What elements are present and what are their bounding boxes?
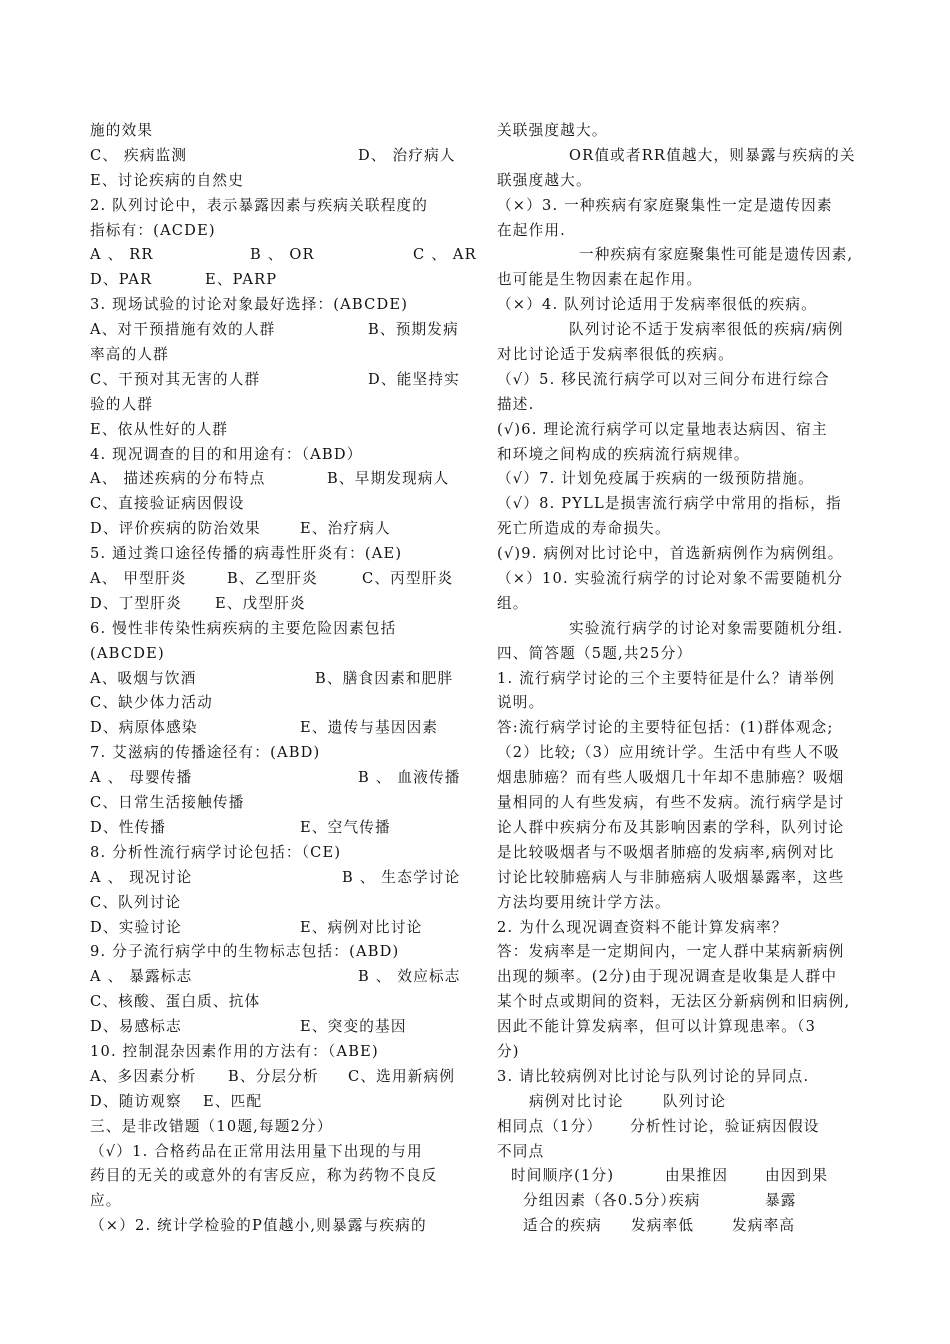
text-segment: C、选用新病例: [348, 1067, 456, 1085]
text-line: [90, 1090, 465, 1115]
text-segment: E、讨论疾病的自然史: [90, 171, 244, 189]
text-segment: D、易感标志: [90, 1018, 182, 1036]
text-segment: A、 描述疾病的分布特点: [90, 470, 266, 488]
text-segment: 实验流行病学的讨论对象需要随机分组.: [569, 619, 844, 637]
text-line: [497, 592, 872, 617]
text-line: [90, 467, 465, 492]
text-segment: 讨论比较肺癌病人与非肺癌病人吸烟暴露率，这些: [497, 868, 845, 886]
text-line: [90, 343, 465, 368]
text-segment: D、随访观察: [90, 1092, 182, 1110]
text-segment: 烟患肺癌？而有些人吸烟几十年却不患肺癌？吸烟: [497, 769, 845, 787]
text-segment: B 、 血液传播: [358, 769, 461, 787]
text-segment: B、乙型肝炎: [227, 570, 318, 588]
text-line: [90, 1214, 465, 1239]
text-line: [90, 393, 465, 418]
text-line: [90, 741, 465, 766]
text-segment: （×）10. 实验流行病学的讨论对象不需要随机分: [497, 570, 844, 588]
text-segment: B 、 生态学讨论: [342, 868, 461, 886]
text-segment: C、日常生活接触传播: [90, 794, 245, 812]
text-segment: E、突变的基因: [300, 1018, 407, 1036]
text-line: [497, 1115, 872, 1140]
text-segment: 2. 为什么现况调查资料不能计算发病率？: [497, 918, 788, 936]
text-segment: 也可能是生物因素在起作用。: [497, 271, 703, 289]
text-segment: E、戊型肝炎: [215, 594, 306, 612]
text-segment: C、缺少体力活动: [90, 694, 213, 712]
text-segment: （√）5. 移民流行病学可以对三间分布进行综合: [497, 370, 830, 388]
text-line: [497, 1214, 872, 1239]
text-line: [497, 617, 872, 642]
text-segment: E、匹配: [203, 1092, 263, 1110]
text-segment: 和环境之间构成的疾病流行病规律。: [497, 445, 750, 463]
text-segment: A、对干预措施有效的人群: [90, 321, 276, 339]
text-line: [497, 144, 872, 169]
text-line: [90, 1065, 465, 1090]
text-segment: OR值或者RR值越大，则暴露与疾病的关: [569, 146, 856, 164]
text-segment: E、PARP: [205, 271, 278, 289]
text-line: [90, 642, 465, 667]
text-line: [497, 492, 872, 517]
text-segment: 组。: [497, 594, 529, 612]
text-segment: 分): [497, 1042, 520, 1060]
text-line: [497, 891, 872, 916]
text-segment: 10. 控制混杂因素作用的方法有：（ABE): [90, 1042, 379, 1060]
text-line: [497, 816, 872, 841]
text-segment: 描述.: [497, 395, 535, 413]
text-line: [497, 691, 872, 716]
text-segment: B、分层分析: [228, 1067, 319, 1085]
text-line: [497, 343, 872, 368]
text-line: [497, 990, 872, 1015]
text-line: [90, 990, 465, 1015]
text-line: [497, 1189, 872, 1214]
text-segment: B、预期发病: [368, 321, 459, 339]
text-line: [90, 965, 465, 990]
text-line: [497, 517, 872, 542]
text-line: [497, 1140, 872, 1165]
text-segment: D、PAR: [90, 271, 153, 289]
text-line: [497, 119, 872, 144]
text-line: [497, 1164, 872, 1189]
text-segment: 方法均要用统计学方法。: [497, 893, 671, 911]
text-line: [90, 318, 465, 343]
text-line: [90, 1140, 465, 1165]
text-segment: D、能坚持实: [368, 370, 460, 388]
text-line: [497, 940, 872, 965]
text-segment: 因此不能计算发病率，但可以计算现患率。（3: [497, 1018, 817, 1036]
text-line: [497, 293, 872, 318]
text-line: [90, 716, 465, 741]
text-segment: 9. 分子流行病学中的生物标志包括：(ABD): [90, 943, 400, 961]
text-line: [90, 816, 465, 841]
text-line: [90, 492, 465, 517]
text-segment: D、 治疗病人: [358, 146, 456, 164]
text-line: [90, 194, 465, 219]
text-line: [90, 1115, 465, 1140]
text-segment: 2. 队列讨论中，表示暴露因素与疾病关联程度的: [90, 196, 429, 214]
text-segment: A、 甲型肝炎: [90, 570, 187, 588]
text-segment: C、队列讨论: [90, 893, 182, 911]
text-line: [497, 642, 872, 667]
text-segment: E、治疗病人: [300, 520, 391, 538]
text-segment: D、丁型肝炎: [90, 594, 182, 612]
text-segment: B、早期发现病人: [327, 470, 450, 488]
text-line: [497, 567, 872, 592]
text-line: [497, 866, 872, 891]
text-line: [90, 243, 477, 268]
text-segment: 应。: [90, 1192, 122, 1210]
text-segment: 分析性讨论，验证病因假设: [630, 1117, 820, 1135]
text-segment: （√）7. 计划免疫属于疾病的一级预防措施。: [497, 470, 814, 488]
text-segment: (√)9. 病例对比讨论中，首选新病例作为病例组。: [497, 545, 844, 563]
text-line: [90, 1164, 465, 1189]
text-segment: 相同点（1分）: [497, 1117, 603, 1135]
text-segment: 分组因素（各0.5分）: [523, 1192, 677, 1210]
text-line: [90, 617, 465, 642]
text-segment: 队列讨论不适于发病率很低的疾病/病例: [569, 321, 844, 339]
text-segment: 暴露: [765, 1192, 797, 1210]
text-segment: 不同点: [497, 1142, 545, 1160]
text-segment: D、实验讨论: [90, 918, 182, 936]
text-segment: （×）2. 统计学检验的P值越小,则暴露与疾病的: [90, 1217, 427, 1235]
text-segment: 3. 现场试验的讨论对象最好选择：(ABCDE): [90, 296, 409, 314]
text-segment: 论人群中疾病分布及其影响因素的学科，队列讨论: [497, 818, 845, 836]
text-segment: 队列讨论: [663, 1092, 727, 1110]
text-segment: A 、 暴露标志: [90, 968, 193, 986]
text-segment: 7. 艾滋病的传播途径有：(ABD): [90, 744, 321, 762]
text-line: [497, 243, 872, 268]
text-segment: （√）1. 合格药品在正常用法用量下出现的与用: [90, 1142, 423, 1160]
text-segment: C、直接验证病因假设: [90, 495, 245, 513]
text-segment: （×）3. 一种疾病有家庭聚集性一定是遗传因素: [497, 196, 833, 214]
text-segment: A 、 母婴传播: [90, 769, 193, 787]
text-line: [497, 368, 872, 393]
text-line: [497, 1065, 872, 1090]
text-segment: 5. 通过粪口途径传播的病毒性肝炎有：(AE): [90, 545, 403, 563]
text-segment: A、多因素分析: [90, 1067, 197, 1085]
text-line: [90, 667, 465, 692]
text-line: [497, 418, 872, 443]
text-segment: E、空气传播: [300, 818, 391, 836]
text-line: [497, 1090, 872, 1115]
text-segment: B 、 OR: [250, 246, 315, 264]
text-line: [90, 691, 465, 716]
text-segment: C 、 AR: [413, 246, 477, 264]
text-segment: 8. 分析性流行病学讨论包括：（CE): [90, 843, 342, 861]
text-segment: (√)6. 理论流行病学可以定量地表达病因、宿主: [497, 420, 828, 438]
text-segment: 施的效果: [90, 122, 154, 139]
text-line: [90, 219, 465, 244]
text-segment: 药目的无关的或意外的有害反应，称为药物不良反: [90, 1167, 438, 1185]
text-segment: 出现的频率。(2分)由于现况调查是收集是人群中: [497, 968, 838, 986]
text-segment: D、评价疾病的防治效果: [90, 520, 261, 538]
text-line: [90, 169, 465, 194]
text-segment: C、干预对其无害的人群: [90, 370, 261, 388]
text-segment: 三、是非改错题（10题,每题2分）: [90, 1117, 333, 1135]
text-segment: 适合的疾病: [523, 1217, 602, 1235]
text-segment: C、丙型肝炎: [362, 570, 454, 588]
text-segment: 发病率低: [631, 1217, 695, 1235]
text-segment: 时间顺序(1分): [511, 1167, 615, 1185]
text-segment: 死亡所造成的寿命损失。: [497, 520, 671, 538]
text-segment: 关联强度越大。: [497, 122, 608, 139]
text-line: [497, 542, 872, 567]
text-line: [90, 1015, 465, 1040]
text-segment: 一种疾病有家庭聚集性可能是遗传因素,: [579, 246, 854, 264]
text-line: [497, 467, 872, 492]
text-line: [90, 443, 465, 468]
text-segment: （2）比较;（3）应用统计学。生活中有些人不吸: [497, 744, 840, 762]
text-segment: 答:流行病学讨论的主要特征包括：(1)群体观念;: [497, 719, 834, 737]
text-segment: E、遗传与基因因素: [300, 719, 439, 737]
text-segment: （√）8. PYLL是损害流行病学中常用的指标，指: [497, 495, 842, 513]
text-line: [90, 1040, 465, 1065]
text-line: [90, 368, 465, 393]
text-segment: B 、 效应标志: [358, 968, 461, 986]
text-line: [497, 443, 872, 468]
text-line: [497, 716, 872, 741]
text-line: [497, 916, 872, 941]
text-line: [90, 791, 465, 816]
text-line: [497, 219, 872, 244]
text-line: [90, 418, 465, 443]
text-segment: 6. 慢性非传染性病疾病的主要危险因素包括: [90, 619, 397, 637]
text-segment: 病例对比讨论: [529, 1092, 624, 1110]
text-segment: D、性传播: [90, 818, 167, 836]
text-line: [497, 194, 872, 219]
text-line: [90, 940, 465, 965]
text-line: [497, 1015, 872, 1040]
text-line: [90, 144, 465, 169]
text-segment: 指标有：(ACDE): [90, 221, 216, 239]
text-line: [90, 866, 465, 891]
text-line: [497, 766, 872, 791]
text-segment: A、吸烟与饮酒: [90, 669, 197, 687]
text-line: [90, 1189, 465, 1214]
text-segment: A 、 RR: [90, 246, 154, 264]
text-segment: C、核酸、蛋白质、抗体: [90, 993, 261, 1011]
text-segment: A 、 现况讨论: [90, 868, 193, 886]
text-line: [497, 1040, 872, 1065]
text-segment: D、病原体感染: [90, 719, 198, 737]
text-segment: 四、简答题（5题,共25分）: [497, 644, 693, 662]
text-line: [497, 791, 872, 816]
text-line: [90, 119, 465, 144]
text-line: [497, 318, 872, 343]
text-segment: 量相同的人有些发病，有些不发病。流行病学是讨: [497, 794, 845, 812]
text-segment: 对比讨论适于发病率很低的疾病。: [497, 346, 734, 364]
text-segment: (ABCDE): [90, 644, 165, 662]
text-line: [497, 393, 872, 418]
text-line: [90, 542, 465, 567]
text-segment: 验的人群: [90, 395, 154, 413]
text-line: [497, 169, 872, 194]
text-segment: （×）4. 队列讨论适用于发病率很低的疾病。: [497, 296, 817, 314]
text-line: [90, 517, 465, 542]
text-segment: 率高的人群: [90, 346, 169, 364]
text-segment: 疾病: [669, 1192, 701, 1210]
text-line: [90, 916, 465, 941]
text-line: [497, 965, 872, 990]
text-line: [90, 891, 465, 916]
right-text-column: [497, 119, 872, 1239]
text-segment: 3. 请比较病例对比讨论与队列讨论的异同点.: [497, 1067, 810, 1085]
text-line: [90, 766, 465, 791]
text-segment: C、 疾病监测: [90, 146, 188, 164]
text-segment: 联强度越大。: [497, 171, 592, 189]
text-line: [90, 567, 465, 592]
text-segment: 发病率高: [732, 1217, 796, 1235]
text-segment: 由果推因: [665, 1167, 729, 1185]
text-line: [90, 592, 465, 617]
text-line: [497, 841, 872, 866]
text-segment: 4. 现况调查的目的和用途有：（ABD）: [90, 445, 363, 463]
text-segment: 某个时点或期间的资料，无法区分新病例和旧病例,: [497, 993, 851, 1011]
text-line: [90, 841, 465, 866]
text-line: [497, 268, 872, 293]
text-segment: 1. 流行病学讨论的三个主要特征是什么？请举例: [497, 669, 836, 687]
text-segment: B、膳食因素和肥胖: [315, 669, 454, 687]
text-segment: E、病例对比讨论: [300, 918, 423, 936]
text-segment: 答：发病率是一定期间内，一定人群中某病新病例: [497, 943, 845, 961]
text-segment: 由因到果: [765, 1167, 829, 1185]
left-text-column: [90, 119, 477, 1239]
text-segment: 说明。: [497, 694, 545, 712]
text-segment: 是比较吸烟者与不吸烟者肺癌的发病率,病例对比: [497, 843, 835, 861]
text-segment: E、依从性好的人群: [90, 420, 229, 438]
text-line: [90, 268, 465, 293]
text-line: [497, 667, 872, 692]
text-line: [90, 293, 465, 318]
text-segment: 在起作用.: [497, 221, 567, 239]
text-line: [497, 741, 872, 766]
